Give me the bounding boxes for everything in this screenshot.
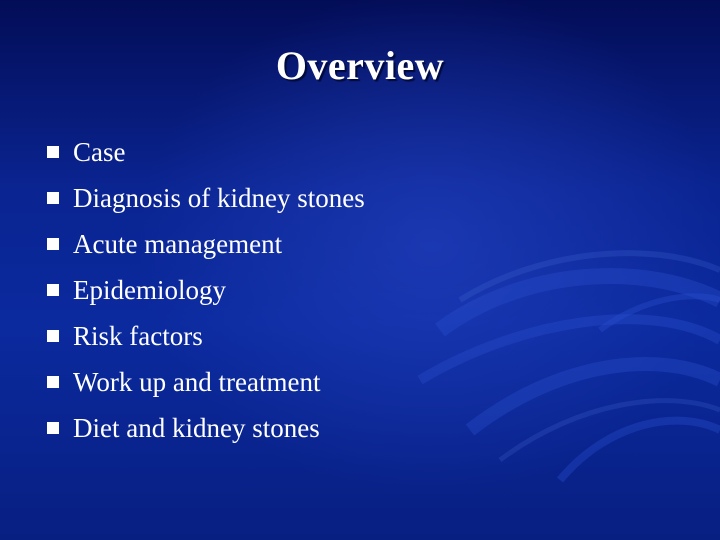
bullet-list — [45, 134, 365, 456]
bullet-text: Diet and kidney stones — [73, 413, 320, 443]
bullet-item-work-up — [45, 364, 365, 410]
bullet-item-diet — [45, 410, 365, 456]
bullet-text: Diagnosis of kidney stones — [73, 183, 365, 213]
square-bullet-icon — [47, 330, 59, 342]
bullet-item-acute-management — [45, 226, 365, 272]
square-bullet-icon — [47, 284, 59, 296]
square-bullet-icon — [47, 146, 59, 158]
slide-title: Overview — [275, 43, 445, 88]
bullet-text: Risk factors — [73, 321, 203, 351]
square-bullet-icon — [47, 192, 59, 204]
bullet-item-risk-factors — [45, 318, 365, 364]
square-bullet-icon — [47, 238, 59, 250]
bullet-item-epidemiology — [45, 272, 365, 318]
bullet-text: Case — [73, 137, 126, 167]
bullet-text: Work up and treatment — [73, 367, 321, 397]
square-bullet-icon — [47, 376, 59, 388]
bullet-item-case — [45, 134, 365, 180]
bullet-text: Acute management — [73, 229, 283, 259]
bullet-item-diagnosis — [45, 180, 365, 226]
bullet-text: Epidemiology — [73, 275, 226, 305]
square-bullet-icon — [47, 422, 59, 434]
